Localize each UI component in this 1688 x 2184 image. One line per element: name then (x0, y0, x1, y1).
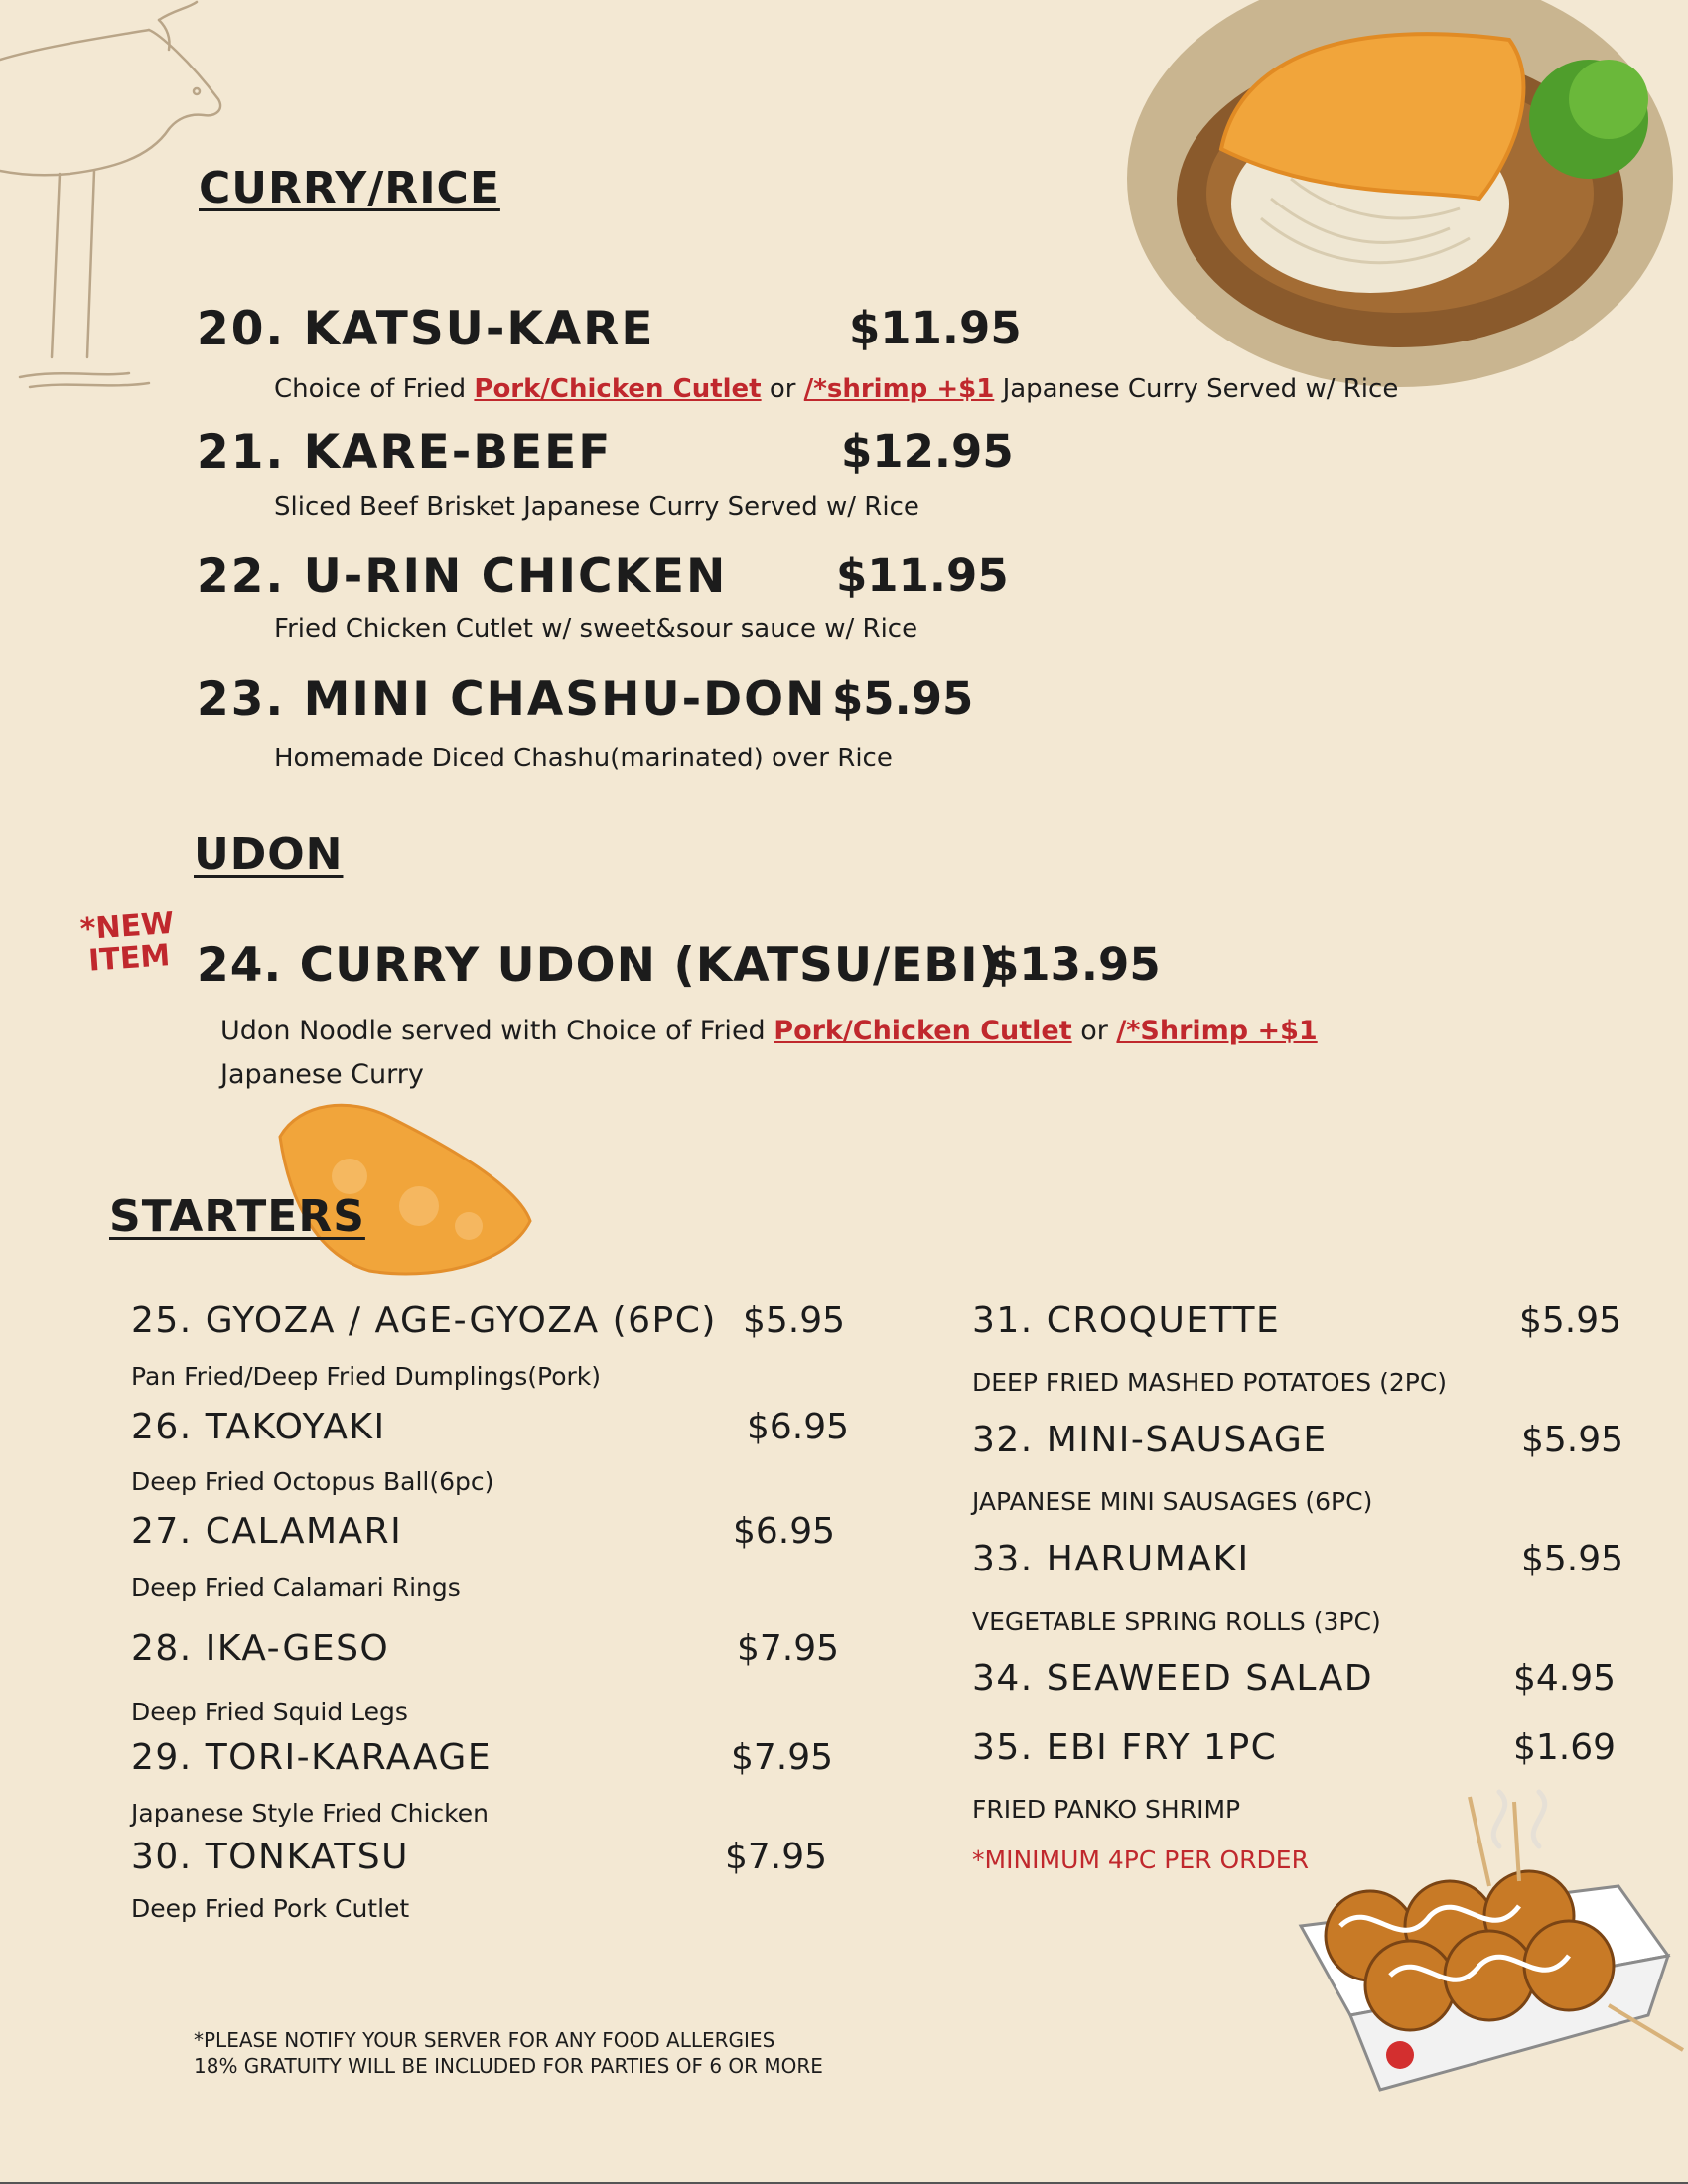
starter-price: $7.95 (731, 1737, 834, 1778)
starter-description: Pan Fried/Deep Fried Dumplings(Pork) (131, 1362, 602, 1391)
starter-name: 30. TONKATSU (131, 1837, 409, 1877)
starter-price: $4.95 (1513, 1658, 1617, 1699)
allergy-notice: *PLEASE NOTIFY YOUR SERVER FOR ANY FOOD ALLERGIES (194, 2028, 775, 2052)
starter-description: JAPANESE MINI SAUSAGES (6PC) (972, 1487, 1373, 1516)
item-price: $5.95 (832, 672, 974, 725)
new-badge-line: *NEW (78, 905, 176, 948)
shrimp-option: /*Shrimp +$1 (1116, 1016, 1318, 1046)
starter-description: FRIED PANKO SHRIMP (972, 1795, 1241, 1824)
starter-price: $6.95 (747, 1407, 850, 1447)
gratuity-notice: 18% GRATUITY WILL BE INCLUDED FOR PARTIES OF 6 OR MORE (194, 2054, 823, 2078)
starter-description: Deep Fried Squid Legs (131, 1698, 408, 1726)
starter-description: Deep Fried Octopus Ball(6pc) (131, 1467, 494, 1496)
starter-description: Deep Fried Pork Cutlet (131, 1894, 410, 1923)
item-name: 24. CURRY UDON (KATSU/EBI) (197, 938, 1002, 993)
desc-text: or (1071, 1016, 1117, 1046)
starter-name: 34. SEAWEED SALAD (972, 1658, 1374, 1699)
starters-section-title: STARTERS (109, 1191, 365, 1242)
starter-price: $6.95 (733, 1511, 836, 1552)
starter-name: 25. GYOZA / AGE-GYOZA (6PC) (131, 1300, 717, 1341)
starter-price: $5.95 (1521, 1420, 1624, 1460)
minimum-order-note: *MINIMUM 4PC PER ORDER (972, 1845, 1309, 1874)
shrimp-option: /*shrimp +$1 (803, 374, 995, 404)
udon-section-title: UDON (194, 829, 344, 880)
starter-name: 35. EBI FRY 1PC (972, 1727, 1278, 1768)
new-badge-line: ITEM (87, 938, 172, 979)
desc-text: Japanese Curry (220, 1059, 424, 1090)
starter-price: $5.95 (743, 1300, 846, 1341)
item-name: 21. KARE-BEEF (197, 425, 613, 479)
udon-bowl-illustration (1122, 0, 1688, 397)
desc-text: Japanese Curry Served w/ Rice (994, 374, 1399, 404)
item-name: 23. MINI CHASHU-DON (197, 672, 827, 727)
starter-name: 27. CALAMARI (131, 1511, 403, 1552)
starter-name: 28. IKA-GESO (131, 1628, 390, 1669)
starter-description: DEEP FRIED MASHED POTATOES (2PC) (972, 1368, 1448, 1397)
item-description: Sliced Beef Brisket Japanese Curry Served w/ Rice (274, 492, 919, 522)
starter-price: $7.95 (725, 1837, 828, 1877)
starter-name: 31. CROQUETTE (972, 1300, 1281, 1341)
starter-price: $1.69 (1513, 1727, 1617, 1768)
starter-description: Japanese Style Fried Chicken (131, 1799, 489, 1828)
item-price: $11.95 (849, 302, 1022, 354)
starter-price: $7.95 (737, 1628, 840, 1669)
item-name: 20. KATSU-KARE (197, 302, 655, 356)
starter-price: $5.95 (1521, 1539, 1624, 1579)
takoyaki-tray-illustration (1291, 1787, 1688, 2115)
curry-rice-section-title: CURRY/RICE (199, 163, 500, 213)
pork-chicken-cutlet-option: Pork/Chicken Cutlet (774, 1016, 1072, 1046)
starter-description: VEGETABLE SPRING ROLLS (3PC) (972, 1607, 1381, 1636)
desc-text: Udon Noodle served with Choice of Fried (220, 1016, 774, 1046)
new-item-badge (78, 905, 178, 979)
starter-description: Deep Fried Calamari Rings (131, 1573, 461, 1602)
starter-name: 29. TORI-KARAAGE (131, 1737, 492, 1778)
starter-name: 33. HARUMAKI (972, 1539, 1250, 1579)
item-name: 22. U-RIN CHICKEN (197, 549, 728, 604)
starter-price: $5.95 (1519, 1300, 1622, 1341)
starter-name: 32. MINI-SAUSAGE (972, 1420, 1328, 1460)
item-price: $11.95 (836, 549, 1009, 602)
pork-chicken-cutlet-option: Pork/Chicken Cutlet (474, 374, 762, 404)
item-price: $13.95 (988, 938, 1161, 991)
starter-name: 26. TAKOYAKI (131, 1407, 386, 1447)
desc-text: or (761, 374, 804, 404)
item-description (220, 1010, 1392, 1097)
item-description: Fried Chicken Cutlet w/ sweet&sour sauce w/ Rice (274, 614, 918, 644)
desc-text: Choice of Fried (274, 374, 475, 404)
item-price: $12.95 (841, 425, 1014, 478)
footer-notes (194, 2027, 823, 2079)
item-description: Homemade Diced Chashu(marinated) over Rice (274, 744, 893, 773)
item-description (274, 374, 1398, 404)
